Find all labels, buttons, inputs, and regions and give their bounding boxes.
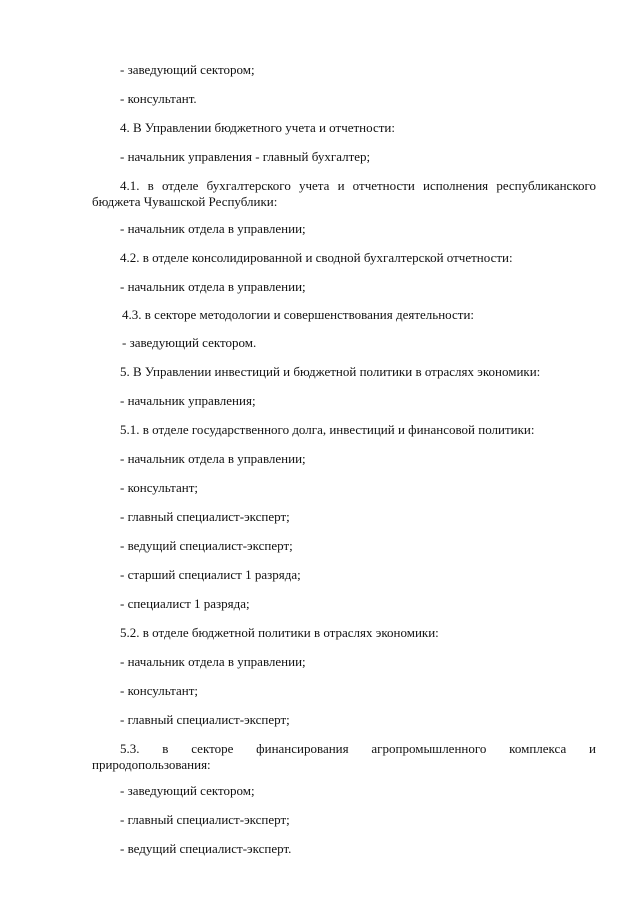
list-item: - начальник отдела в управлении; — [120, 221, 306, 236]
subsection-heading: 4.1. в отделе бухгалтерского учета и отчетности исполнения республиканского бюджета Чувашской Республики: — [92, 178, 596, 209]
subsection-heading: 4.3. в секторе методологии и совершенствования деятельности: — [122, 307, 475, 322]
list-item: - ведущий специалист-эксперт. — [120, 841, 292, 856]
list-item: - консультант; — [120, 683, 198, 698]
section-heading: 5. В Управлении инвестиций и бюджетной политики в отраслях экономики: — [120, 364, 541, 379]
list-item: - старший специалист 1 разряда; — [120, 567, 301, 582]
list-item: - главный специалист-эксперт; — [120, 509, 290, 524]
list-item: - заведующий сектором; — [120, 62, 255, 77]
list-item: - консультант. — [120, 91, 197, 106]
list-item: - ведущий специалист-эксперт; — [120, 538, 293, 553]
subsection-heading: 5.3. в секторе финансирования агропромышленного комплекса и природопользования: — [92, 741, 596, 772]
list-item: - начальник отдела в управлении; — [120, 654, 306, 669]
list-item: - заведующий сектором. — [122, 335, 257, 350]
list-item: - начальник управления; — [120, 393, 256, 408]
list-item: - консультант; — [120, 480, 198, 495]
list-item: - начальник управления - главный бухгалтер; — [120, 149, 371, 164]
list-item: - начальник отдела в управлении; — [120, 279, 306, 294]
subsection-heading: 4.2. в отделе консолидированной и сводной бухгалтерской отчетности: — [120, 250, 513, 265]
list-item: - начальник отдела в управлении; — [120, 451, 306, 466]
list-item: - заведующий сектором; — [120, 783, 255, 798]
list-item: - главный специалист-эксперт; — [120, 812, 290, 827]
list-item: - специалист 1 разряда; — [120, 596, 250, 611]
section-heading: 4. В Управлении бюджетного учета и отчетности: — [120, 120, 395, 135]
subsection-heading: 5.1. в отделе государственного долга, инвестиций и финансовой политики: — [120, 422, 535, 437]
list-item: - главный специалист-эксперт; — [120, 712, 290, 727]
subsection-heading: 5.2. в отделе бюджетной политики в отраслях экономики: — [120, 625, 439, 640]
